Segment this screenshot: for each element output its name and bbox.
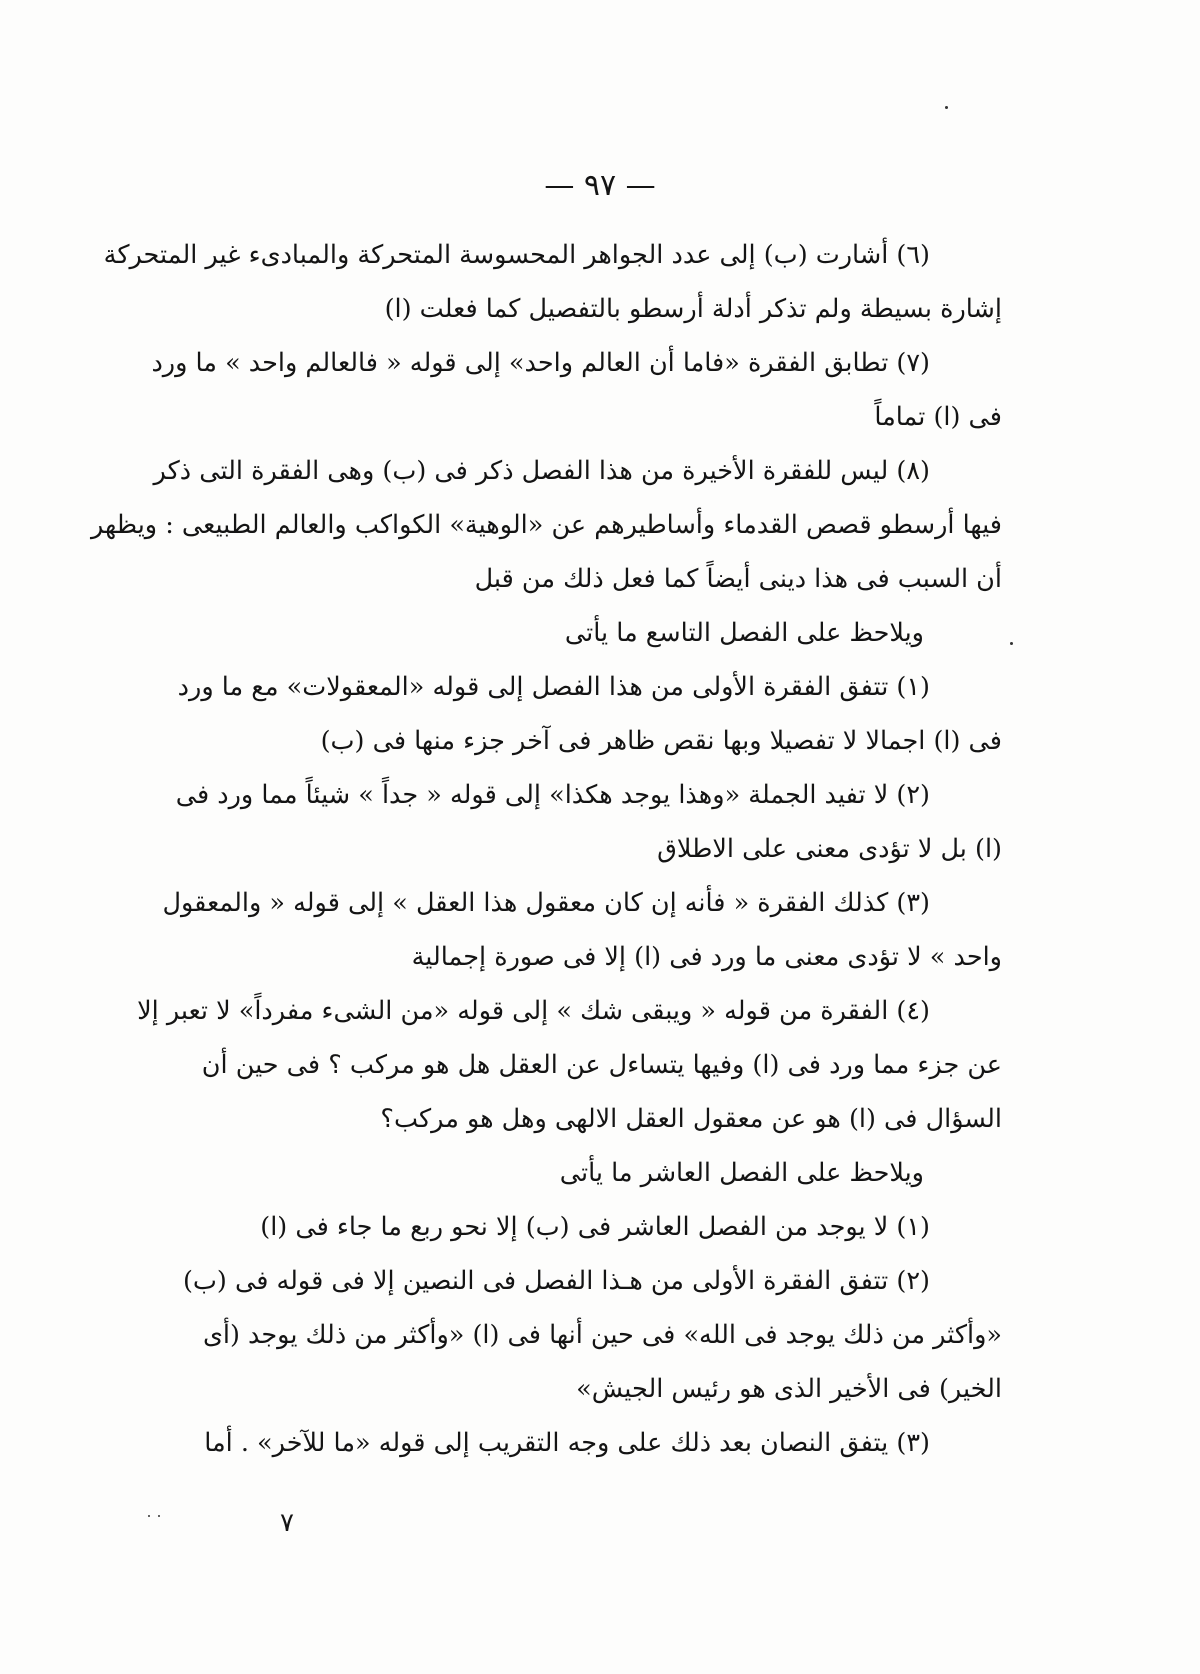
page-number: — ٩٧ — <box>544 168 656 203</box>
text-line: فيها أرسطو قصص القدماء وأساطيرهم عن «الوهية» الكواكب والعالم الطبيعى : ويظهر <box>90 510 1002 540</box>
ink-speck <box>1010 642 1013 645</box>
text-line: (ا) بل لا تؤدى معنى على الاطلاق <box>657 834 1002 864</box>
text-line: (٤) الفقرة من قوله « ويبقى شك » إلى قوله «من الشىء مفرداً» لا تعبر إلا <box>137 996 930 1026</box>
ink-speck <box>148 1515 150 1517</box>
text-line: «وأكثر من ذلك يوجد فى الله» فى حين أنها فى (ا) «وأكثر من ذلك يوجد (أى <box>202 1320 1002 1350</box>
text-line: الخير) فى الأخير الذى هو رئيس الجيش» <box>576 1374 1002 1404</box>
text-line: أن السبب فى هذا دينى أيضاً كما فعل ذلك من قبل <box>474 564 1002 594</box>
text-line: (٢) تتفق الفقرة الأولى من هـذا الفصل فى النصين إلا فى قوله فى (ب) <box>182 1266 930 1296</box>
text-line: فى (ا) اجمالا لا تفصيلا وبها نقص ظاهر فى آخر جزء منها فى (ب) <box>320 726 1002 756</box>
text-line: (١) لا يوجد من الفصل العاشر فى (ب) إلا نحو ربع ما جاء فى (ا) <box>260 1212 930 1242</box>
text-line: (٧) تطابق الفقرة «فاما أن العالم واحد» إلى قوله « فالعالم واحد » ما ورد <box>151 348 930 378</box>
ink-speck <box>945 106 948 109</box>
body-text <box>90 228 1002 1470</box>
text-line: إشارة بسيطة ولم تذكر أدلة أرسطو بالتفصيل كما فعلت (ا) <box>384 294 1002 324</box>
section-heading: ويلاحظ على الفصل التاسع ما يأتى <box>564 618 924 648</box>
section-heading: ويلاحظ على الفصل العاشر ما يأتى <box>559 1158 924 1188</box>
ink-speck <box>158 1515 160 1517</box>
text-line: عن جزء مما ورد فى (ا) وفيها يتساءل عن العقل هل هو مركب ؟ فى حين أن <box>201 1050 1002 1080</box>
text-line: (٦) أشارت (ب) إلى عدد الجواهر المحسوسة المتحركة والمبادىء غير المتحركة <box>103 240 930 270</box>
text-line: (٣) كذلك الفقرة « فأنه إن كان معقول هذا العقل » إلى قوله « والمعقول <box>162 888 930 918</box>
text-line: (٣) يتفق النصان بعد ذلك على وجه التقريب إلى قوله «ما للآخر» . أما <box>204 1428 930 1458</box>
signature-mark: ٧ <box>280 1508 294 1538</box>
text-line: فى (ا) تماماً <box>874 402 1002 432</box>
text-line: السؤال فى (ا) هو عن معقول العقل الالهى وهل هو مركب؟ <box>380 1104 1002 1134</box>
text-line: (٢) لا تفيد الجملة «وهذا يوجد هكذا» إلى قوله « جداً » شيئاً مما ورد فى <box>175 780 930 810</box>
text-line: (٨) ليس للفقرة الأخيرة من هذا الفصل ذكر فى (ب) وهى الفقرة التى ذكر <box>153 456 930 486</box>
text-line: (١) تتفق الفقرة الأولى من هذا الفصل إلى قوله «المعقولات» مع ما ورد <box>177 672 930 702</box>
text-line: واحد » لا تؤدى معنى ما ورد فى (ا) إلا فى صورة إجمالية <box>411 942 1002 972</box>
